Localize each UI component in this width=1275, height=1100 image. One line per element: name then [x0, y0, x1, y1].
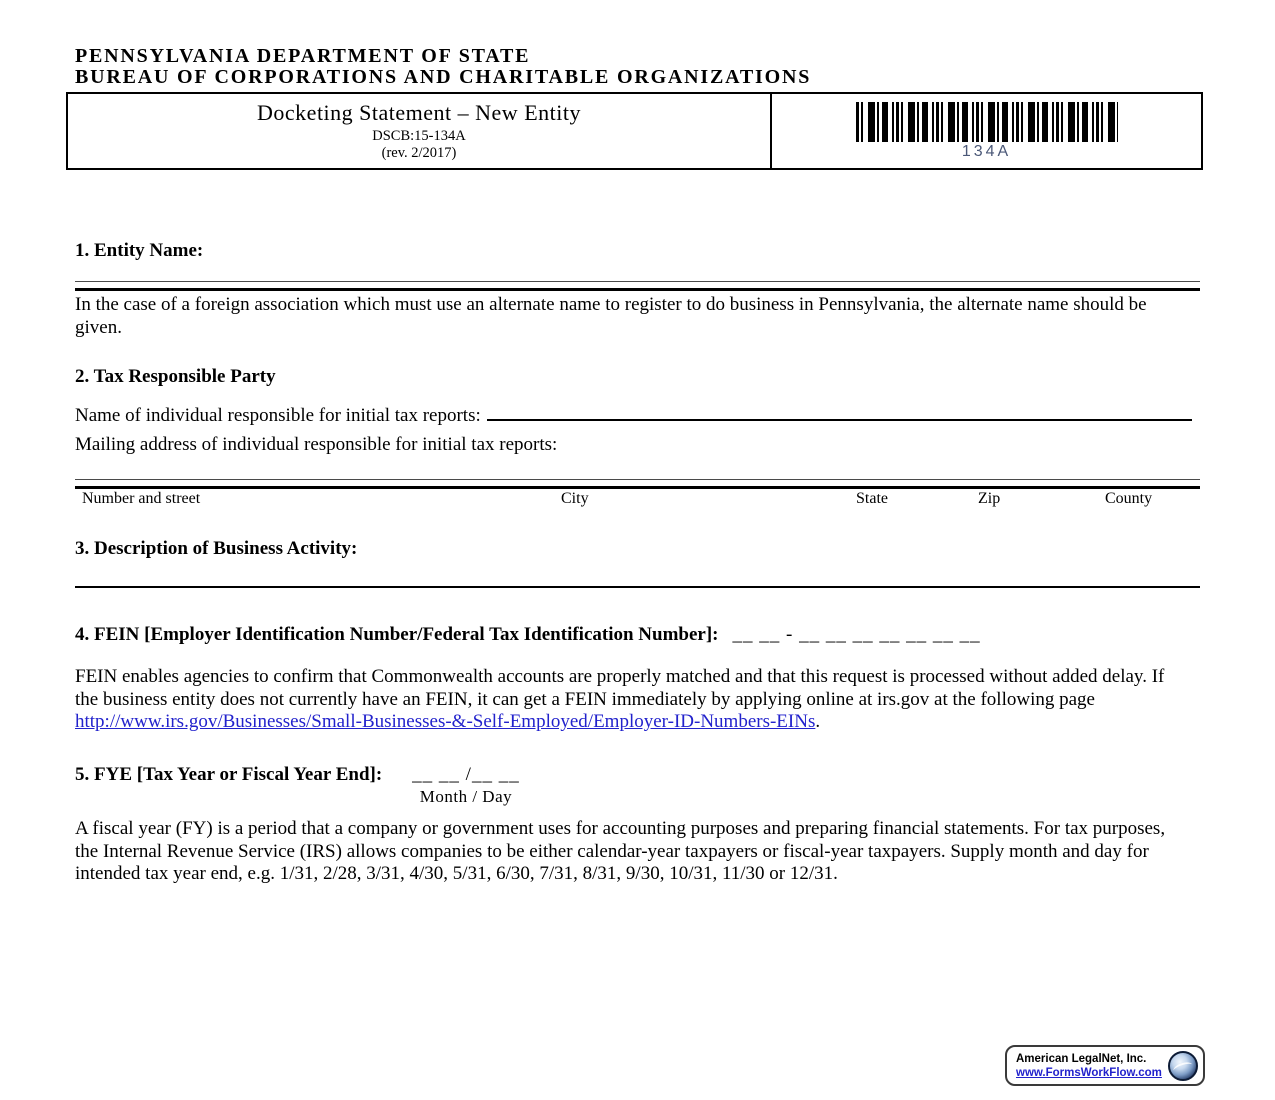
tax-name-row	[75, 399, 1192, 427]
tax-name-input-line[interactable]	[487, 399, 1192, 421]
mailing-address-label: Mailing address of individual responsible for initial tax reports:	[75, 434, 558, 455]
section5-heading: 5. FYE [Tax Year or Fiscal Year End]:	[75, 764, 383, 785]
form-revision: (rev. 2/2017)	[381, 145, 457, 161]
vendor-website-link[interactable]: www.FormsWorkFlow.com	[1016, 1066, 1162, 1079]
section1-note: In the case of a foreign association which must use an alternate name to register to do business in Pennsylvania, the alternate name should be given.	[75, 294, 1147, 338]
entity-name-input-line[interactable]	[75, 281, 1200, 291]
fein-note-text-after: .	[815, 711, 821, 732]
barcode-icon	[856, 102, 1118, 142]
section1-heading: 1. Entity Name:	[75, 240, 204, 261]
fye-month-day-caption: Month / Day	[419, 787, 513, 806]
section5-note: A fiscal year (FY) is a period that a company or government uses for accounting purposes and preparing financial statements. For tax purposes, the Internal Revenue Service (IRS) allows companies to be either calendar-year taxpayers or fiscal-year taxpayers. Supply month and day for intended tax year end, e.g. 1/31, 2/28, 3/31, 4/30, 5/31, 6/30, 7/31, 8/31, 9/30, 10/31, 11/30 or 12/31.	[75, 818, 1166, 884]
vendor-box	[1005, 1045, 1205, 1086]
fye-row	[75, 764, 520, 807]
title-box-right	[772, 94, 1201, 168]
section2-heading: 2. Tax Responsible Party	[75, 366, 276, 387]
tax-name-label: Name of individual responsible for initial tax reports:	[75, 404, 481, 426]
address-col-zip: Zip	[978, 490, 1001, 507]
fein-blanks-input[interactable]: __ __ - __ __ __ __ __ __ __	[732, 624, 981, 645]
fye-blanks-input[interactable]: __ __ /__ __	[412, 764, 520, 785]
fein-row	[75, 624, 981, 646]
address-col-state: State	[856, 490, 888, 507]
globe-logo-icon	[1168, 1051, 1198, 1081]
form-number: DSCB:15-134A	[372, 128, 466, 144]
form-title: Docketing Statement – New Entity	[257, 100, 581, 125]
fye-blanks-group	[412, 764, 520, 807]
section4-note	[75, 666, 1185, 734]
address-col-city: City	[561, 490, 589, 507]
section4-heading: 4. FEIN [Employer Identification Number/Federal Tax Identification Number]:	[75, 624, 719, 645]
title-box	[66, 92, 1203, 170]
agency-header-line2: BUREAU OF CORPORATIONS AND CHARITABLE ORGANIZATIONS	[75, 66, 812, 88]
vendor-text	[1016, 1052, 1168, 1080]
address-col-number-street: Number and street	[82, 490, 201, 507]
business-activity-input-line[interactable]	[75, 586, 1200, 588]
section3-heading: 3. Description of Business Activity:	[75, 538, 358, 559]
agency-header	[75, 46, 811, 88]
irs-ein-link[interactable]: http://www.irs.gov/Businesses/Small-Businesses-&-Self-Employed/Employer-ID-Numbers-EINs	[75, 711, 816, 732]
barcode-label: 134A	[961, 142, 1012, 160]
address-col-county: County	[1105, 490, 1153, 507]
mailing-address-input-line[interactable]	[75, 479, 1200, 489]
agency-header-line1: PENNSYLVANIA DEPARTMENT OF STATE	[75, 45, 531, 67]
vendor-name: American LegalNet, Inc.	[1016, 1052, 1147, 1065]
fein-note-text-before: FEIN enables agencies to confirm that Commonwealth accounts are properly matched and that this request is processed without added delay. If the business entity does not currently have an FEIN, it can get a FEIN immediately by applying online at irs.gov at the following page	[75, 666, 1165, 710]
title-box-left	[68, 94, 772, 168]
